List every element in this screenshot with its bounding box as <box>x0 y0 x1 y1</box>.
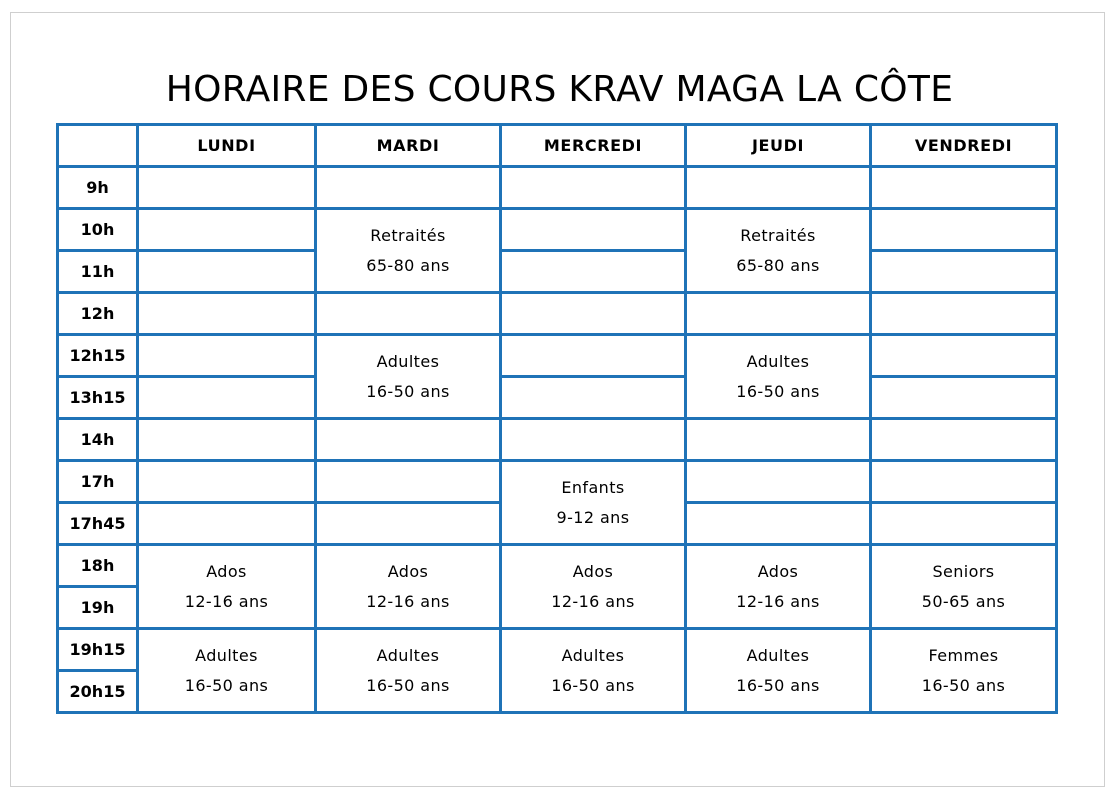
schedule-table <box>56 123 1058 714</box>
course-name: Femmes <box>928 645 999 665</box>
time-row <box>58 545 1057 587</box>
day-header-vendredi: VENDREDI <box>871 125 1057 167</box>
course-ages: 16-50 ans <box>921 675 1006 695</box>
course-name: Ados <box>757 561 799 581</box>
course-cell-mardi-ados <box>316 545 501 629</box>
empty-slot <box>138 251 316 293</box>
empty-slot <box>686 293 871 335</box>
time-row <box>58 251 1057 293</box>
course-cell-mercredi-ados <box>501 545 686 629</box>
time-label: 17h45 <box>58 503 138 545</box>
time-row <box>58 167 1057 209</box>
empty-slot <box>871 209 1057 251</box>
course-cell-lundi-ados <box>138 545 316 629</box>
empty-slot <box>871 503 1057 545</box>
time-row <box>58 461 1057 503</box>
time-label: 10h <box>58 209 138 251</box>
empty-slot <box>871 461 1057 503</box>
empty-slot <box>316 503 501 545</box>
course-ages: 9-12 ans <box>556 507 630 527</box>
course-ages: 12-16 ans <box>184 591 269 611</box>
day-header-mercredi: MERCREDI <box>501 125 686 167</box>
empty-slot <box>501 335 686 377</box>
course-cell-vendredi-femmes <box>871 629 1057 713</box>
day-header-mardi: MARDI <box>316 125 501 167</box>
corner-cell <box>58 125 138 167</box>
empty-slot <box>871 167 1057 209</box>
course-ages: 65-80 ans <box>736 255 820 275</box>
time-row <box>58 377 1057 419</box>
empty-slot <box>871 293 1057 335</box>
empty-slot <box>138 461 316 503</box>
empty-slot <box>138 335 316 377</box>
course-cell-jeudi-adultes-soir <box>686 629 871 713</box>
course-ages: 65-80 ans <box>366 255 450 275</box>
day-header-lundi: LUNDI <box>138 125 316 167</box>
time-label: 13h15 <box>58 377 138 419</box>
empty-slot <box>501 293 686 335</box>
day-header-jeudi: JEUDI <box>686 125 871 167</box>
header-row <box>58 125 1057 167</box>
course-ages: 12-16 ans <box>736 591 820 611</box>
course-ages: 16-50 ans <box>366 381 450 401</box>
course-cell-jeudi-ados <box>686 545 871 629</box>
empty-slot <box>501 167 686 209</box>
course-cell-vendredi-seniors <box>871 545 1057 629</box>
course-name: Ados <box>572 561 614 581</box>
time-row <box>58 209 1057 251</box>
course-ages: 12-16 ans <box>366 591 450 611</box>
course-name: Retraités <box>370 225 446 245</box>
course-ages: 50-65 ans <box>921 591 1006 611</box>
time-label: 18h <box>58 545 138 587</box>
time-label: 14h <box>58 419 138 461</box>
time-label: 12h15 <box>58 335 138 377</box>
course-ages: 16-50 ans <box>184 675 269 695</box>
empty-slot <box>501 209 686 251</box>
course-name: Ados <box>206 561 247 581</box>
empty-slot <box>138 293 316 335</box>
empty-slot <box>686 167 871 209</box>
course-ages: 16-50 ans <box>551 675 635 695</box>
time-row <box>58 419 1057 461</box>
page-title: HORAIRE DES COURS KRAV MAGA LA CÔTE <box>165 69 954 110</box>
course-cell-mercredi-adultes <box>501 629 686 713</box>
empty-slot <box>871 377 1057 419</box>
course-name: Enfants <box>561 477 625 497</box>
time-label: 19h <box>58 587 138 629</box>
course-name: Adultes <box>746 351 810 371</box>
empty-slot <box>501 251 686 293</box>
empty-slot <box>138 503 316 545</box>
time-row <box>58 335 1057 377</box>
course-ages: 16-50 ans <box>736 381 820 401</box>
time-label: 17h <box>58 461 138 503</box>
course-cell-lundi-adultes <box>138 629 316 713</box>
empty-slot <box>686 419 871 461</box>
course-name: Ados <box>387 561 429 581</box>
empty-slot <box>316 167 501 209</box>
course-cell-jeudi-adultes <box>686 335 871 419</box>
course-cell-mercredi-enfants <box>501 461 686 545</box>
course-name: Adultes <box>746 645 810 665</box>
time-row <box>58 629 1057 671</box>
time-label: 20h15 <box>58 671 138 713</box>
empty-slot <box>686 503 871 545</box>
course-name: Adultes <box>195 645 258 665</box>
course-ages: 16-50 ans <box>736 675 820 695</box>
course-cell-mardi-retraites <box>316 209 501 293</box>
empty-slot <box>138 209 316 251</box>
course-cell-mardi-adultes <box>316 335 501 419</box>
course-ages: 12-16 ans <box>551 591 635 611</box>
empty-slot <box>686 461 871 503</box>
empty-slot <box>871 335 1057 377</box>
empty-slot <box>501 377 686 419</box>
course-ages: 16-50 ans <box>366 675 450 695</box>
course-cell-mardi-adultes-soir <box>316 629 501 713</box>
course-name: Adultes <box>561 645 625 665</box>
time-label: 19h15 <box>58 629 138 671</box>
time-label: 9h <box>58 167 138 209</box>
course-name: Retraités <box>740 225 816 245</box>
time-label: 12h <box>58 293 138 335</box>
empty-slot <box>871 419 1057 461</box>
course-cell-jeudi-retraites <box>686 209 871 293</box>
time-row <box>58 293 1057 335</box>
course-name: Seniors <box>932 561 995 581</box>
course-name: Adultes <box>376 645 440 665</box>
empty-slot <box>501 419 686 461</box>
empty-slot <box>316 461 501 503</box>
time-label: 11h <box>58 251 138 293</box>
empty-slot <box>138 377 316 419</box>
empty-slot <box>138 419 316 461</box>
empty-slot <box>316 419 501 461</box>
empty-slot <box>138 167 316 209</box>
empty-slot <box>316 293 501 335</box>
empty-slot <box>871 251 1057 293</box>
course-name: Adultes <box>376 351 440 371</box>
